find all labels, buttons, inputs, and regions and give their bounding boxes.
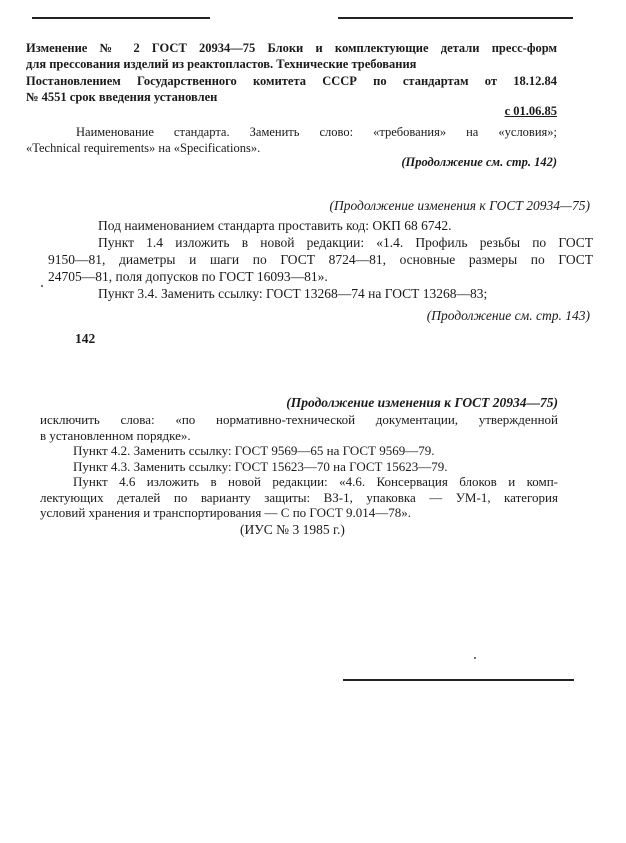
top-rule-left (32, 17, 210, 19)
bottom-rule (343, 679, 574, 681)
item-4-3-line: Пункт 4.3. Заменить ссылку: ГОСТ 15623—70 на ГОСТ 15623—79. (73, 458, 448, 474)
decree (26, 73, 557, 105)
item-1-4-line-1: Пункт 1.4 изложить в новой редакции: «1.4. Профиль резьбы по ГОСТ (98, 235, 593, 250)
item-1-4-line-2: 9150—81, диаметры и шаги по ГОСТ 8724—81, основные размеры по ГОСТ (48, 252, 593, 267)
top-rule-right (338, 17, 573, 19)
decree-line-2: № 4551 срок введения установлен (26, 90, 218, 104)
ius-reference: (ИУС № 3 1985 г.) (240, 522, 345, 537)
section-1-line-2: «Technical requirements» на «Specifications». (26, 141, 261, 155)
continuation-note-2: (Продолжение см. стр. 143) (426, 308, 590, 323)
section-3-line-2: в установленном порядке». (40, 427, 191, 443)
section-1-line-1: Наименование стандарта. Заменить слово: «требования» на «условия»; (76, 125, 557, 139)
section-3-line-1: исключить слова: «по нормативно-технической документации, утвержденной (40, 412, 558, 427)
item-4-2-line: Пункт 4.2. Заменить ссылку: ГОСТ 9569—65 на ГОСТ 9569—79. (73, 443, 435, 458)
section-2-body (48, 217, 593, 302)
section-3-body (40, 412, 558, 521)
title-line-1: Изменение № 2 ГОСТ 20934—75 Блоки и комплектующие детали пресс-форм (26, 41, 557, 55)
item-3-4-line: Пункт 3.4. Заменить ссылку: ГОСТ 13268—74 на ГОСТ 13268—83; (98, 286, 488, 301)
change-title (26, 40, 557, 72)
item-4-6-line-2: лектующих деталей по варианту защиты: ВЗ-1, упаковка — УМ-1, категория (40, 489, 558, 505)
item-4-6-line-1: Пункт 4.6 изложить в новой редакции: «4.6. Консервация блоков и комп- (73, 474, 558, 489)
scan-speck (41, 285, 43, 287)
decree-line-1: Постановлением Государственного комитета СССР по стандартам от 18.12.84 (26, 74, 557, 88)
continuation-note-1: (Продолжение см. стр. 142) (401, 155, 557, 169)
section-2-heading: (Продолжение изменения к ГОСТ 20934—75) (329, 198, 590, 213)
effective-date: с 01.06.85 (504, 104, 557, 118)
item-4-6-line-3: условий хранения и транспортирования — С по ГОСТ 9.014—78». (40, 505, 412, 520)
page-number: 142 (75, 331, 96, 346)
title-line-2: для прессования изделий из реактопластов. Технические требования (26, 57, 417, 71)
item-1-4-line-3: 24705—81, поля допусков по ГОСТ 16093—81». (48, 269, 328, 284)
scan-speck (474, 657, 476, 659)
section-3-heading: (Продолжение изменения к ГОСТ 20934—75) (286, 395, 558, 410)
okp-code-line: Под наименованием стандарта проставить код: ОКП 68 6742. (98, 218, 452, 233)
section-1 (26, 124, 557, 156)
